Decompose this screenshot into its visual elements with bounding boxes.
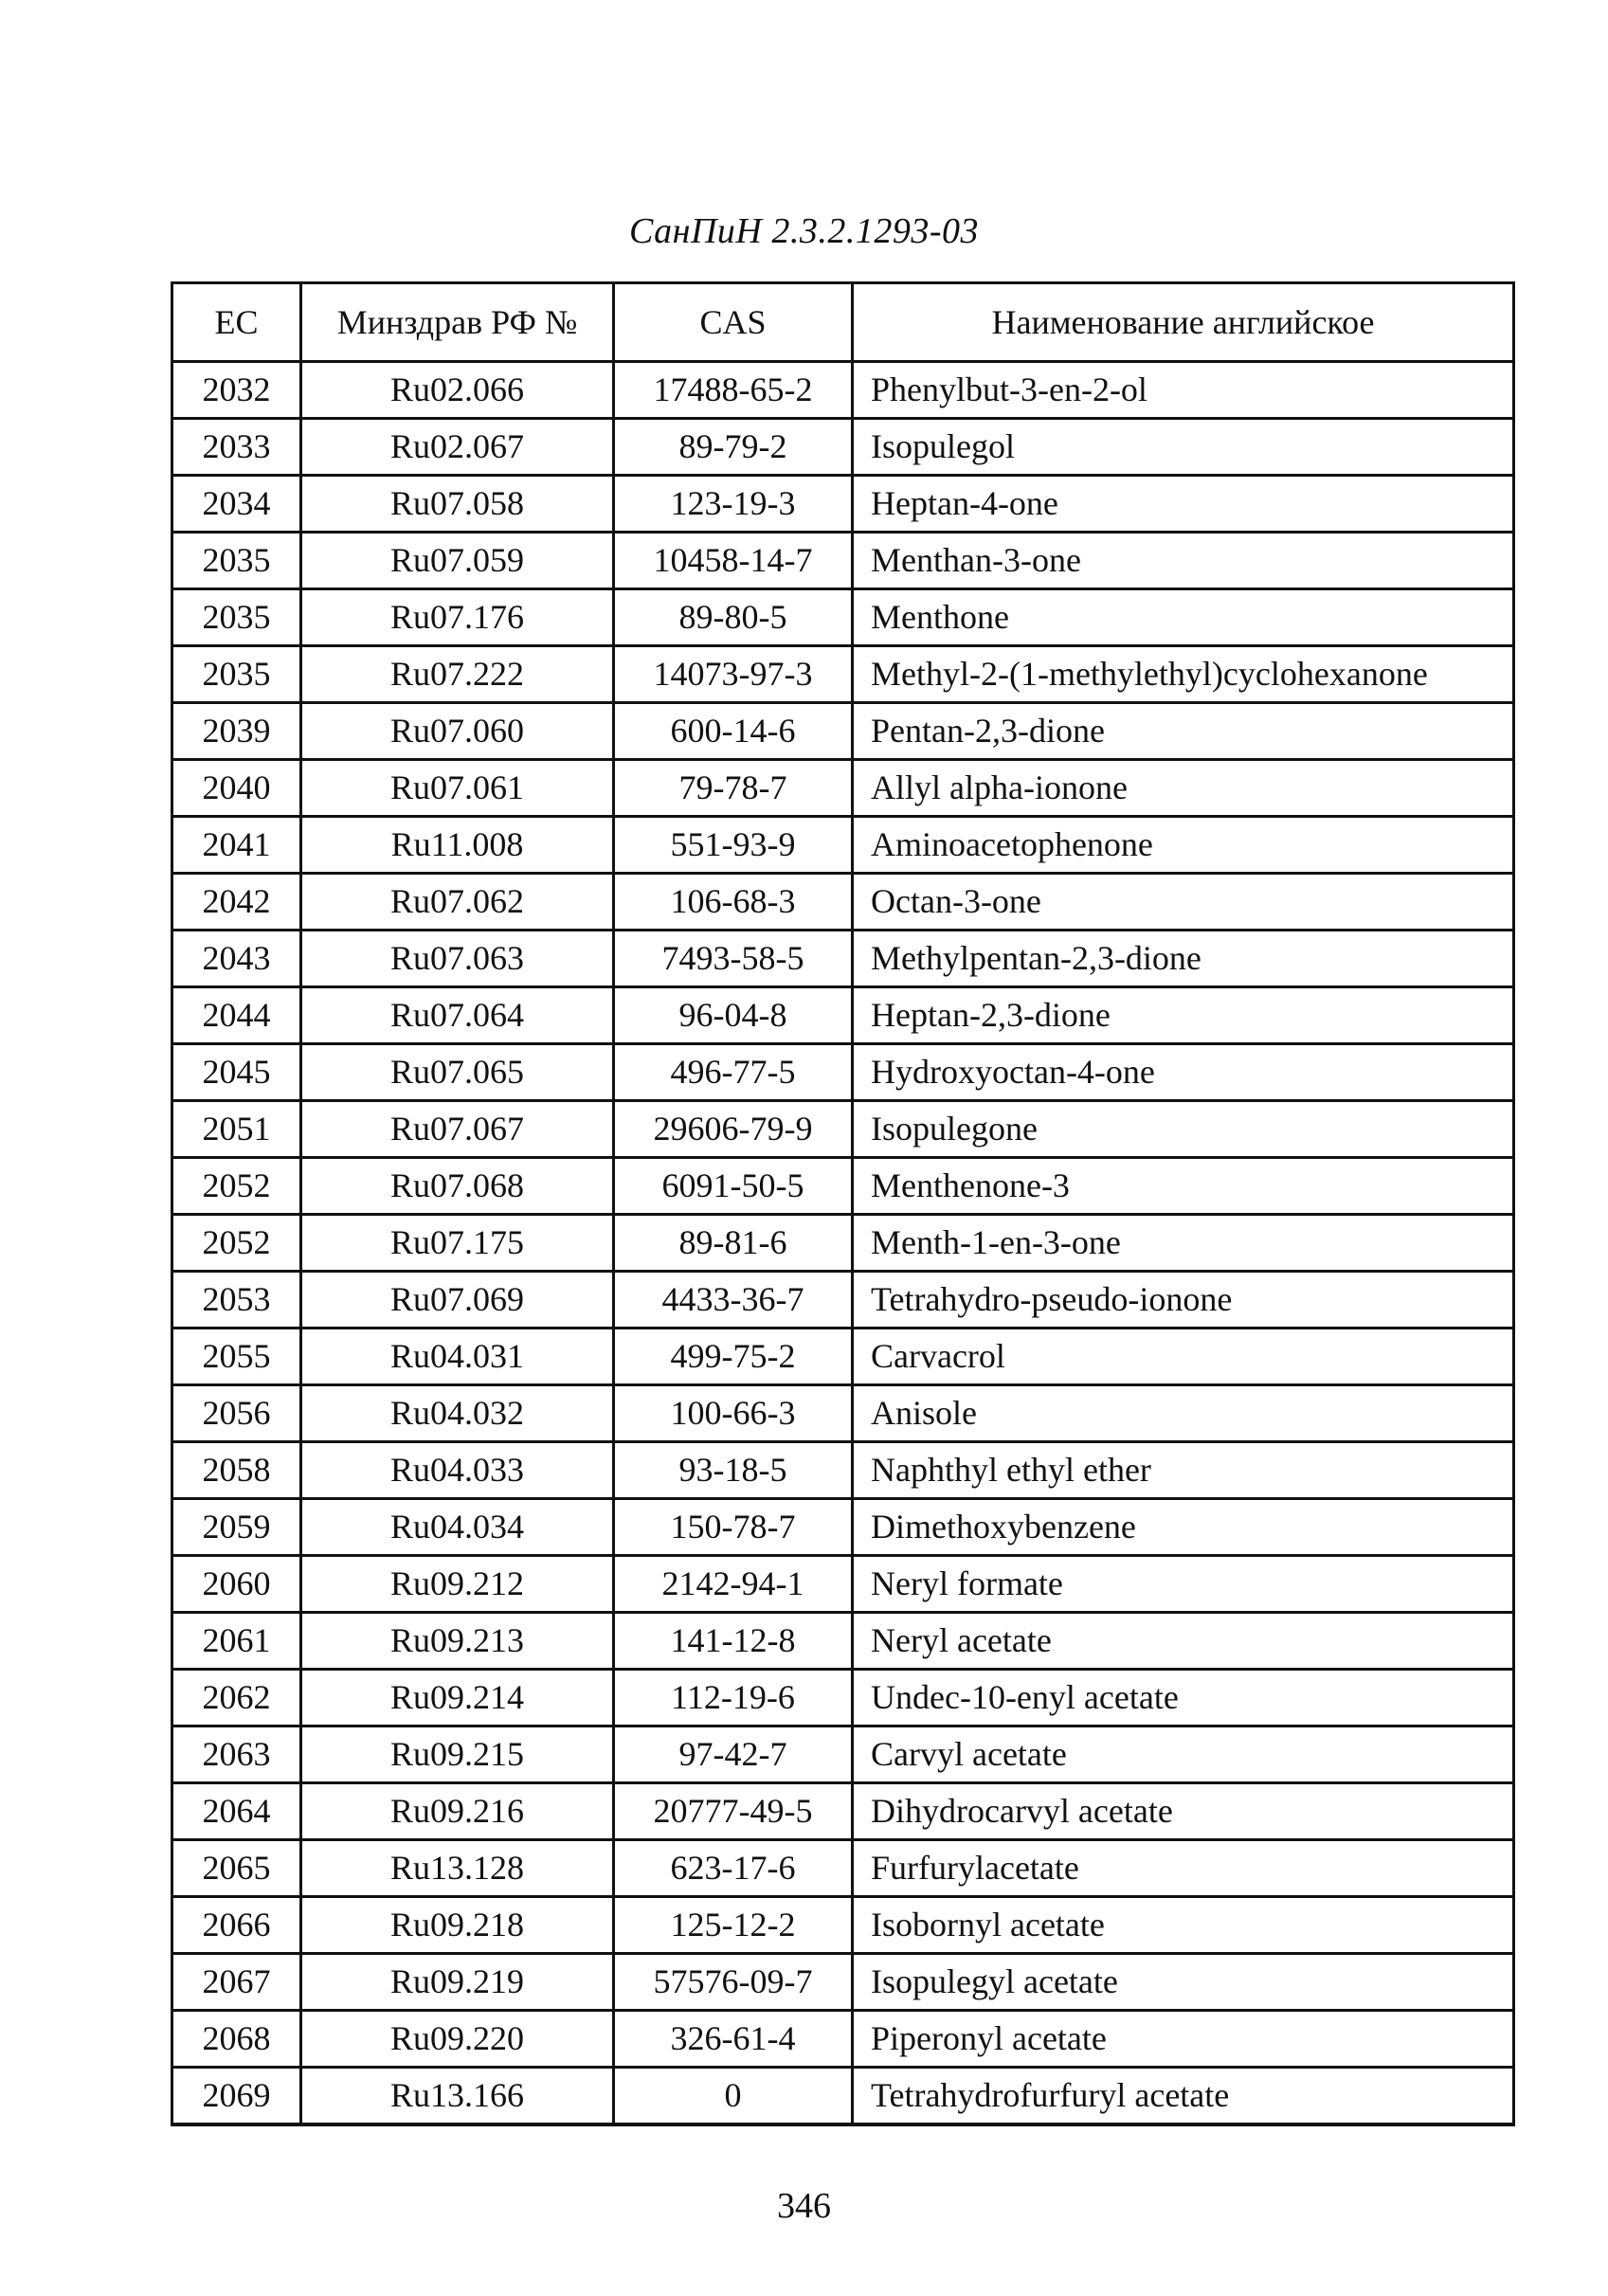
ec-cell: 2052: [172, 1215, 301, 1272]
ec-cell: 2035: [172, 533, 301, 589]
cas-cell: 623-17-6: [614, 1840, 853, 1897]
english-name-cell: Neryl acetate: [853, 1613, 1514, 1670]
table-header-row: [172, 283, 1514, 362]
cas-cell: 79-78-7: [614, 760, 853, 817]
minzdrav-number-cell: Ru11.008: [301, 817, 614, 874]
minzdrav-number-cell: Ru13.166: [301, 2068, 614, 2125]
ec-cell: 2033: [172, 419, 301, 476]
table-row: [172, 987, 1514, 1044]
minzdrav-number-cell: Ru07.061: [301, 760, 614, 817]
cas-cell: 57576-09-7: [614, 1954, 853, 2011]
cas-cell: 106-68-3: [614, 874, 853, 931]
minzdrav-number-cell: Ru07.062: [301, 874, 614, 931]
minzdrav-number-cell: Ru09.219: [301, 1954, 614, 2011]
minzdrav-number-cell: Ru07.065: [301, 1044, 614, 1101]
cas-cell: 600-14-6: [614, 703, 853, 760]
minzdrav-number-cell: Ru07.069: [301, 1272, 614, 1329]
minzdrav-number-cell: Ru04.034: [301, 1499, 614, 1556]
table-row: [172, 1329, 1514, 1385]
table-row: [172, 1215, 1514, 1272]
english-name-cell: Isopulegyl acetate: [853, 1954, 1514, 2011]
english-name-cell: Menthone: [853, 589, 1514, 646]
page-number: 346: [777, 2186, 831, 2226]
minzdrav-number-cell: Ru07.064: [301, 987, 614, 1044]
ec-cell: 2043: [172, 931, 301, 987]
english-name-cell: Allyl alpha-ionone: [853, 760, 1514, 817]
minzdrav-number-cell: Ru09.220: [301, 2011, 614, 2068]
minzdrav-number-cell: Ru04.031: [301, 1329, 614, 1385]
table-row: [172, 1499, 1514, 1556]
table-row: [172, 874, 1514, 931]
cas-cell: 6091-50-5: [614, 1158, 853, 1215]
ec-cell: 2064: [172, 1783, 301, 1840]
ec-cell: 2059: [172, 1499, 301, 1556]
minzdrav-number-cell: Ru09.212: [301, 1556, 614, 1613]
table-row: [172, 1556, 1514, 1613]
cas-cell: 93-18-5: [614, 1442, 853, 1499]
table-body: [172, 362, 1514, 2125]
ec-cell: 2045: [172, 1044, 301, 1101]
cas-cell: 326-61-4: [614, 2011, 853, 2068]
table-row: [172, 1385, 1514, 1442]
ec-cell: 2040: [172, 760, 301, 817]
ec-cell: 2035: [172, 589, 301, 646]
ec-cell: 2055: [172, 1329, 301, 1385]
table-row: [172, 589, 1514, 646]
table-row: [172, 1840, 1514, 1897]
english-name-cell: Dimethoxybenzene: [853, 1499, 1514, 1556]
ec-cell: 2051: [172, 1101, 301, 1158]
table-row: [172, 760, 1514, 817]
cas-cell: 4433-36-7: [614, 1272, 853, 1329]
cas-cell: 112-19-6: [614, 1670, 853, 1727]
english-name-cell: Isobornyl acetate: [853, 1897, 1514, 1954]
english-name-cell: Piperonyl acetate: [853, 2011, 1514, 2068]
english-name-cell: Carvacrol: [853, 1329, 1514, 1385]
column-header-cas: CAS: [614, 283, 853, 362]
table-row: [172, 362, 1514, 419]
english-name-cell: Methylpentan-2,3-dione: [853, 931, 1514, 987]
table-row: [172, 476, 1514, 533]
minzdrav-number-cell: Ru07.059: [301, 533, 614, 589]
english-name-cell: Aminoacetophenone: [853, 817, 1514, 874]
ec-cell: 2063: [172, 1727, 301, 1783]
cas-cell: 29606-79-9: [614, 1101, 853, 1158]
minzdrav-number-cell: Ru07.068: [301, 1158, 614, 1215]
table-row: [172, 1044, 1514, 1101]
cas-cell: 123-19-3: [614, 476, 853, 533]
table-row: [172, 1954, 1514, 2011]
ec-cell: 2039: [172, 703, 301, 760]
english-name-cell: Dihydrocarvyl acetate: [853, 1783, 1514, 1840]
ec-cell: 2067: [172, 1954, 301, 2011]
cas-cell: 551-93-9: [614, 817, 853, 874]
english-name-cell: Menth-1-en-3-one: [853, 1215, 1514, 1272]
table-row: [172, 703, 1514, 760]
column-header-ec: EC: [172, 283, 301, 362]
minzdrav-number-cell: Ru07.175: [301, 1215, 614, 1272]
table-row: [172, 1613, 1514, 1670]
ec-cell: 2034: [172, 476, 301, 533]
minzdrav-number-cell: Ru07.176: [301, 589, 614, 646]
table-row: [172, 1670, 1514, 1727]
minzdrav-number-cell: Ru09.213: [301, 1613, 614, 1670]
table-row: [172, 1727, 1514, 1783]
ec-cell: 2060: [172, 1556, 301, 1613]
ec-cell: 2065: [172, 1840, 301, 1897]
cas-cell: 100-66-3: [614, 1385, 853, 1442]
english-name-cell: Isopulegol: [853, 419, 1514, 476]
minzdrav-number-cell: Ru13.128: [301, 1840, 614, 1897]
table-row: [172, 2068, 1514, 2125]
english-name-cell: Phenylbut-3-en-2-ol: [853, 362, 1514, 419]
ec-cell: 2062: [172, 1670, 301, 1727]
ec-cell: 2052: [172, 1158, 301, 1215]
english-name-cell: Heptan-4-one: [853, 476, 1514, 533]
cas-cell: 10458-14-7: [614, 533, 853, 589]
table-row: [172, 817, 1514, 874]
english-name-cell: Neryl formate: [853, 1556, 1514, 1613]
ec-cell: 2058: [172, 1442, 301, 1499]
english-name-cell: Furfurylacetate: [853, 1840, 1514, 1897]
table-row: [172, 1783, 1514, 1840]
ec-cell: 2041: [172, 817, 301, 874]
english-name-cell: Methyl-2-(1-methylethyl)cyclohexanone: [853, 646, 1514, 703]
english-name-cell: Tetrahydrofurfuryl acetate: [853, 2068, 1514, 2125]
cas-cell: 14073-97-3: [614, 646, 853, 703]
cas-cell: 125-12-2: [614, 1897, 853, 1954]
english-name-cell: Pentan-2,3-dione: [853, 703, 1514, 760]
column-header-english-name: Наименование английское: [853, 283, 1514, 362]
table-row: [172, 1272, 1514, 1329]
minzdrav-number-cell: Ru02.066: [301, 362, 614, 419]
cas-cell: 0: [614, 2068, 853, 2125]
table-row: [172, 2011, 1514, 2068]
cas-cell: 7493-58-5: [614, 931, 853, 987]
document-header: СанПиН 2.3.2.1293-03: [629, 211, 979, 251]
minzdrav-number-cell: Ru04.033: [301, 1442, 614, 1499]
cas-cell: 17488-65-2: [614, 362, 853, 419]
ec-cell: 2042: [172, 874, 301, 931]
ec-cell: 2035: [172, 646, 301, 703]
minzdrav-number-cell: Ru09.218: [301, 1897, 614, 1954]
minzdrav-number-cell: Ru09.216: [301, 1783, 614, 1840]
english-name-cell: Undec-10-enyl acetate: [853, 1670, 1514, 1727]
cas-cell: 496-77-5: [614, 1044, 853, 1101]
cas-cell: 89-79-2: [614, 419, 853, 476]
cas-cell: 150-78-7: [614, 1499, 853, 1556]
english-name-cell: Tetrahydro-pseudo-ionone: [853, 1272, 1514, 1329]
column-header-minzdrav-number: Минздрав РФ №: [301, 283, 614, 362]
minzdrav-number-cell: Ru07.222: [301, 646, 614, 703]
cas-cell: 20777-49-5: [614, 1783, 853, 1840]
minzdrav-number-cell: Ru02.067: [301, 419, 614, 476]
english-name-cell: Menthan-3-one: [853, 533, 1514, 589]
english-name-cell: Naphthyl ethyl ether: [853, 1442, 1514, 1499]
minzdrav-number-cell: Ru07.058: [301, 476, 614, 533]
minzdrav-number-cell: Ru09.214: [301, 1670, 614, 1727]
english-name-cell: Carvyl acetate: [853, 1727, 1514, 1783]
english-name-cell: Heptan-2,3-dione: [853, 987, 1514, 1044]
ec-cell: 2069: [172, 2068, 301, 2125]
table-row: [172, 646, 1514, 703]
minzdrav-number-cell: Ru07.067: [301, 1101, 614, 1158]
english-name-cell: Isopulegone: [853, 1101, 1514, 1158]
table-row: [172, 419, 1514, 476]
ec-cell: 2066: [172, 1897, 301, 1954]
cas-cell: 89-81-6: [614, 1215, 853, 1272]
cas-cell: 141-12-8: [614, 1613, 853, 1670]
table-row: [172, 533, 1514, 589]
cas-cell: 97-42-7: [614, 1727, 853, 1783]
ec-cell: 2061: [172, 1613, 301, 1670]
minzdrav-number-cell: Ru07.063: [301, 931, 614, 987]
table-row: [172, 1442, 1514, 1499]
english-name-cell: Anisole: [853, 1385, 1514, 1442]
minzdrav-number-cell: Ru07.060: [301, 703, 614, 760]
ec-cell: 2053: [172, 1272, 301, 1329]
ec-cell: 2032: [172, 362, 301, 419]
table-row: [172, 1158, 1514, 1215]
table-row: [172, 1897, 1514, 1954]
cas-cell: 89-80-5: [614, 589, 853, 646]
minzdrav-number-cell: Ru04.032: [301, 1385, 614, 1442]
english-name-cell: Hydroxyoctan-4-one: [853, 1044, 1514, 1101]
cas-cell: 2142-94-1: [614, 1556, 853, 1613]
cas-cell: 499-75-2: [614, 1329, 853, 1385]
english-name-cell: Menthenone-3: [853, 1158, 1514, 1215]
ec-cell: 2068: [172, 2011, 301, 2068]
ec-cell: 2056: [172, 1385, 301, 1442]
table-row: [172, 931, 1514, 987]
minzdrav-number-cell: Ru09.215: [301, 1727, 614, 1783]
english-name-cell: Octan-3-one: [853, 874, 1514, 931]
substances-table: [171, 281, 1515, 2126]
table-row: [172, 1101, 1514, 1158]
cas-cell: 96-04-8: [614, 987, 853, 1044]
ec-cell: 2044: [172, 987, 301, 1044]
